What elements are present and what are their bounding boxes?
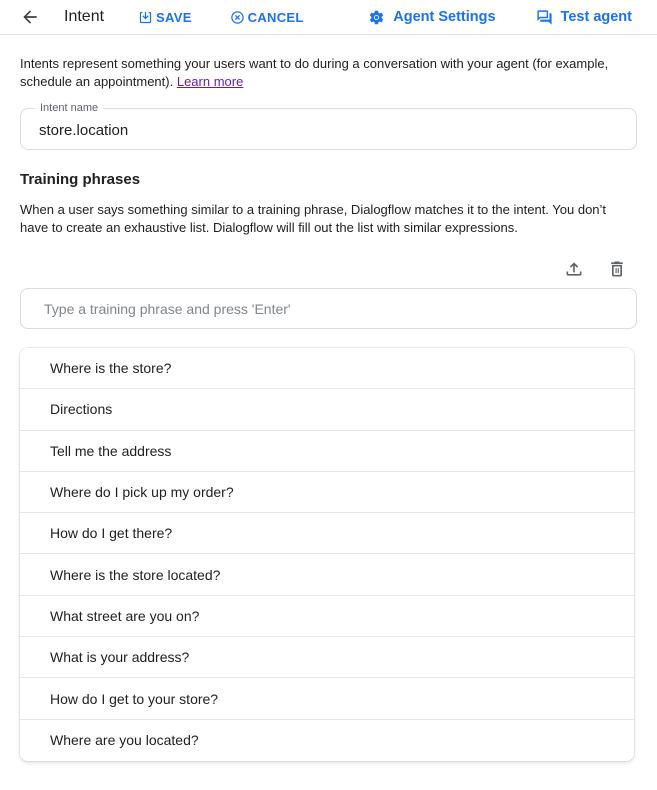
training-phrase-text: Where are you located?: [50, 732, 199, 749]
training-phrase-row[interactable]: [20, 596, 634, 637]
training-phrase-row[interactable]: [20, 554, 634, 595]
training-phrase-row[interactable]: [20, 472, 634, 513]
training-phrase-input[interactable]: [20, 288, 637, 329]
arrow-back-icon: [20, 7, 40, 27]
save-icon: [138, 10, 153, 25]
phrase-actions-row: [20, 259, 637, 279]
training-phrase-row[interactable]: [20, 348, 634, 389]
cancel-button[interactable]: [230, 10, 304, 25]
intent-editor: [0, 55, 657, 761]
training-phrases-heading: Training phrases: [20, 171, 141, 188]
test-agent-button[interactable]: [536, 9, 632, 26]
training-phrase-text: How do I get to your store?: [50, 690, 219, 707]
training-phrase-row[interactable]: [20, 389, 634, 430]
save-button-label: SAVE: [156, 9, 192, 25]
training-phrases-description: When a user says something similar to a training phrase, Dialogflow matches it to the intent. You don’t have to create an exhaustive list. Dialogflow will fill out the list with similar expressions.: [20, 202, 607, 235]
upload-phrases-button[interactable]: [564, 259, 584, 279]
cancel-icon: [230, 10, 245, 25]
training-phrases-list: [20, 348, 634, 761]
training-phrase-text: Tell me the address: [50, 442, 172, 459]
training-phrase-text: What street are you on?: [50, 607, 200, 624]
training-phrase-row[interactable]: [20, 720, 634, 761]
forum-icon: [536, 9, 553, 26]
training-phrase-text: Where is the store?: [50, 360, 172, 377]
back-button[interactable]: [20, 7, 40, 27]
page-title: Intent: [64, 8, 105, 25]
cancel-button-label: CANCEL: [247, 9, 304, 25]
training-phrase-text: Where is the store located?: [50, 566, 221, 583]
training-phrase-text: Directions: [50, 401, 113, 418]
training-phrase-text: Where do I pick up my order?: [50, 484, 234, 501]
save-button[interactable]: [138, 10, 192, 25]
intent-description: [20, 55, 626, 91]
training-phrase-text: How do I get there?: [50, 525, 173, 542]
gear-icon: [368, 9, 385, 26]
intent-name-field: [20, 102, 637, 150]
trash-icon: [607, 259, 627, 279]
agent-settings-label: Agent Settings: [393, 9, 496, 25]
intent-description-text: Intents represent something your users want to do during a conversation with your agent (for example, schedule an appointment).: [20, 56, 609, 89]
training-phrase-text: What is your address?: [50, 649, 190, 666]
app-bar: [0, 0, 657, 35]
learn-more-link[interactable]: Learn more: [176, 74, 244, 89]
training-phrase-row[interactable]: [20, 431, 634, 472]
upload-icon: [564, 259, 584, 279]
intent-name-input[interactable]: [21, 109, 636, 149]
delete-phrases-button[interactable]: [607, 259, 627, 279]
training-phrase-row[interactable]: [20, 637, 634, 678]
training-phrase-row[interactable]: [20, 513, 634, 554]
test-agent-label: Test agent: [560, 9, 632, 25]
agent-settings-button[interactable]: [368, 9, 495, 26]
training-phrase-row[interactable]: [20, 678, 634, 719]
intent-name-label: Intent name: [35, 102, 103, 114]
